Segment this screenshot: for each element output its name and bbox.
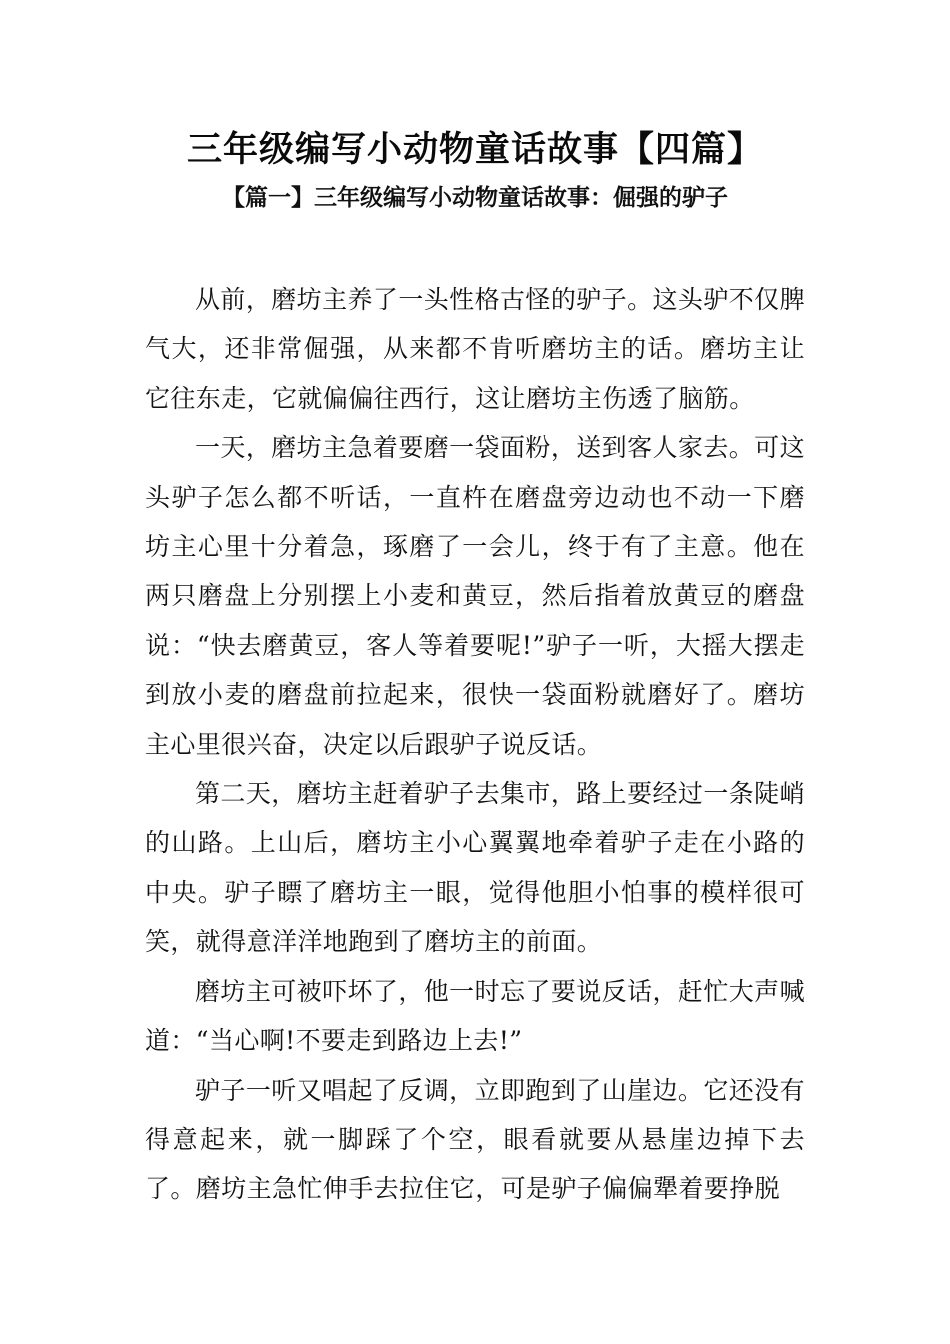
paragraph-5: 驴子一听又唱起了反调，立即跑到了山崖边。它还没有得意起来，就一脚踩了个空，眼看就要从悬崖边掉下去了。磨坊主急忙伸手去拉住它，可是驴子偏偏犟着要挣脱 <box>145 1075 805 1204</box>
paragraph-3: 第二天，磨坊主赶着驴子去集市，路上要经过一条陡峭的山路。上山后，磨坊主小心翼翼地牵着驴子走在小路的中央。驴子瞟了磨坊主一眼，觉得他胆小怕事的模样很可笑，就得意洋洋地跑到了磨坊主的前面。 <box>145 779 805 957</box>
document-title: 三年级编写小动物童话故事【四篇】 <box>186 130 763 170</box>
paragraph-1: 从前，磨坊主养了一头性格古怪的驴子。这头驴不仅脾气大，还非常倔强，从来都不肯听磨坊主的话。磨坊主让它往东走，它就偏偏往西行，这让磨坊主伤透了脑筋。 <box>145 285 805 413</box>
paragraph-2: 一天，磨坊主急着要磨一袋面粉，送到客人家去。可这头驴子怎么都不听话，一直杵在磨盘旁边动也不动一下磨坊主心里十分着急，琢磨了一会儿，终于有了主意。他在两只磨盘上分别摆上小麦和黄豆，然后指着放黄豆的磨盘说：“快去磨黄豆，客人等着要呢!”驴子一听，大摇大摆走到放小麦的磨盘前拉起来，很快一袋面粉就磨好了。磨坊主心里很兴奋，决定以后跟驴子说反话。 <box>145 433 805 759</box>
paragraph-4: 磨坊主可被吓坏了，他一时忘了要说反话，赶忙大声喊道：“当心啊!不要走到路边上去!” <box>145 976 805 1056</box>
section-subtitle: 【篇一】三年级编写小动物童话故事：倔强的驴子 <box>222 184 728 211</box>
story-body <box>145 275 805 1214</box>
